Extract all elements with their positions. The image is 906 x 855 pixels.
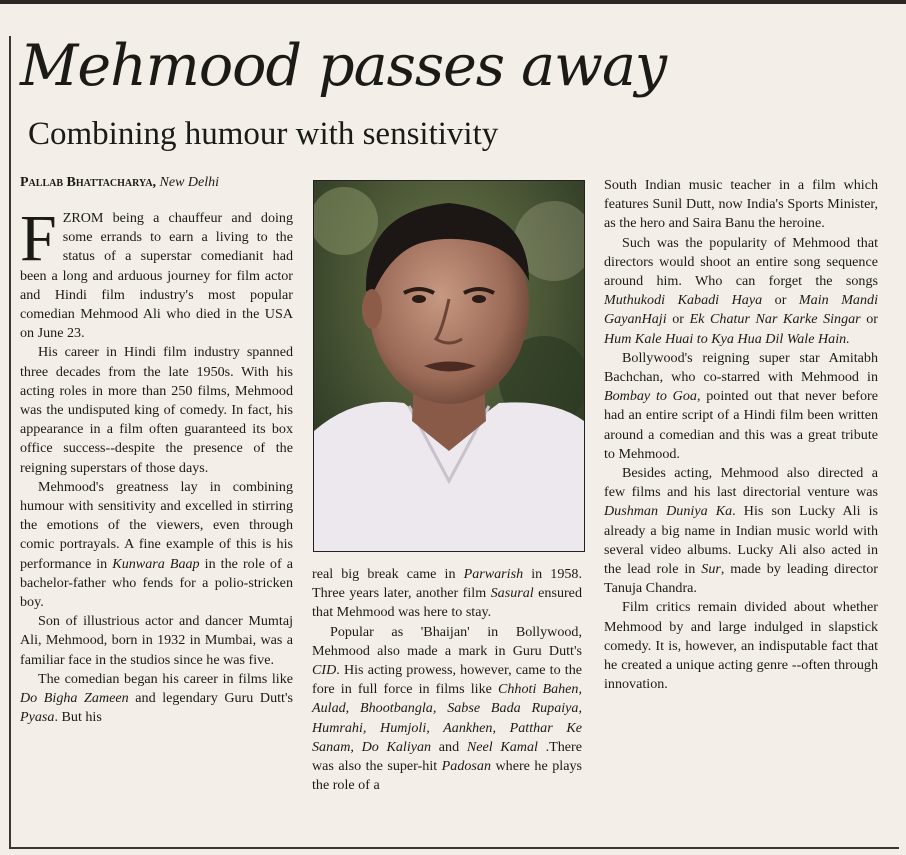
paragraph: FZROM being a chauffeur and doing some errands to earn a living to the status of a superstar comedianit had been a long and arduous journey for film actor and Hindi film industry's most popular comedian Mehmood Ali who died in the USA on June 23. <box>20 202 293 342</box>
paragraph: Bollywood's reigning super star Amitabh Bachchan, who co-starred with Mehmood in Bombay to Goa, pointed out that never before had an entire script of a Hindi film been written around a comedian and this was a great tribute to Mehmood. <box>604 349 878 462</box>
paragraph: Film critics remain divided about whether Mehmood by and large indulged in slapstick comedy. It is, however, an indisputable fact that he created a unique acting genre --often through innovation. <box>604 599 878 693</box>
subheadline: Combining humour with sensitivity <box>28 116 499 152</box>
paragraph: South Indian music teacher in a film which features Sunil Dutt, now India's Sports Minister, as the hero and Saira Banu the heroine. <box>604 177 878 232</box>
paragraph: Besides acting, Mehmood also directed a few films and his last directorial venture was Dushman Duniya Ka. His son Lucky Ali is already a big name in Indian music world with several video albums. Lucky Ali also acted in the lead role in Sur, made by leading director Tanuja Chandra. <box>604 465 878 597</box>
bottom-rule <box>9 847 899 849</box>
article-column-1 <box>20 202 293 727</box>
drop-cap: F <box>20 202 57 275</box>
photo-mehmood <box>314 181 584 551</box>
article-column-2 <box>312 565 582 795</box>
paragraph: Popular as 'Bhaijan' in Bollywood, Mehmood also made a mark in Guru Dutt's CID. His acting prowess, however, came to the fore in full force in films like Chhoti Bahen, Aulad, Bhootbangla, Sabse Bada Rupaiya, Humrahi, Humjoli, Aankhen, Patthar Ke Sanam, Do Kaliyan and Neel Kamal .There was also the super-hit Padosan where he plays the role of a <box>312 623 582 794</box>
headline: Mehmood passes away <box>20 33 667 99</box>
paragraph: His career in Hindi film industry spanned three decades from the late 1950s. With his acting roles in more than 250 films, Mehmood was the undisputed king of comedy. In fact, his appearance in a film often guaranteed its box office success--despite the presence of the reigning superstars of those days. <box>20 344 293 476</box>
paragraph: real big break came in Parwarish in 1958. Three years later, another film Sasural ensured that Mehmood was here to stay. <box>312 566 582 621</box>
paragraph: Mehmood's greatness lay in combining humour with sensitivity and excelled in stirring the emotions of the viewers, even through comic portrayals. A fine example of this is his performance in Kunwara Baap in the role of a bachelor-father who fends for a polio-stricken boy. <box>20 478 293 611</box>
paragraph: The comedian began his career in films like Do Bigha Zameen and legendary Guru Dutt's Pyasa. But his <box>20 670 293 726</box>
paragraph: Such was the popularity of Mehmood that directors would shoot an entire song sequence around him. Who can forget the songs Muthukodi Kabadi Haya or Main Mandi GayanHaji or Ek Chatur Nar Karke Singar or Hum Kale Huai to Kya Hua Dil Wale Hain. <box>604 234 878 347</box>
article-column-3 <box>604 176 878 694</box>
portrait-photo <box>313 180 585 552</box>
byline-location: New Delhi <box>159 175 220 190</box>
byline-author: Pallab Bhattacharya, <box>20 175 157 190</box>
paragraph: Son of illustrious actor and dancer Mumtaj Ali, Mehmood, born in 1932 in Mumbai, was a familiar face in the studios since he was five. <box>20 613 293 668</box>
byline <box>20 175 300 191</box>
left-column-rule <box>9 36 11 848</box>
top-rule <box>0 0 906 4</box>
